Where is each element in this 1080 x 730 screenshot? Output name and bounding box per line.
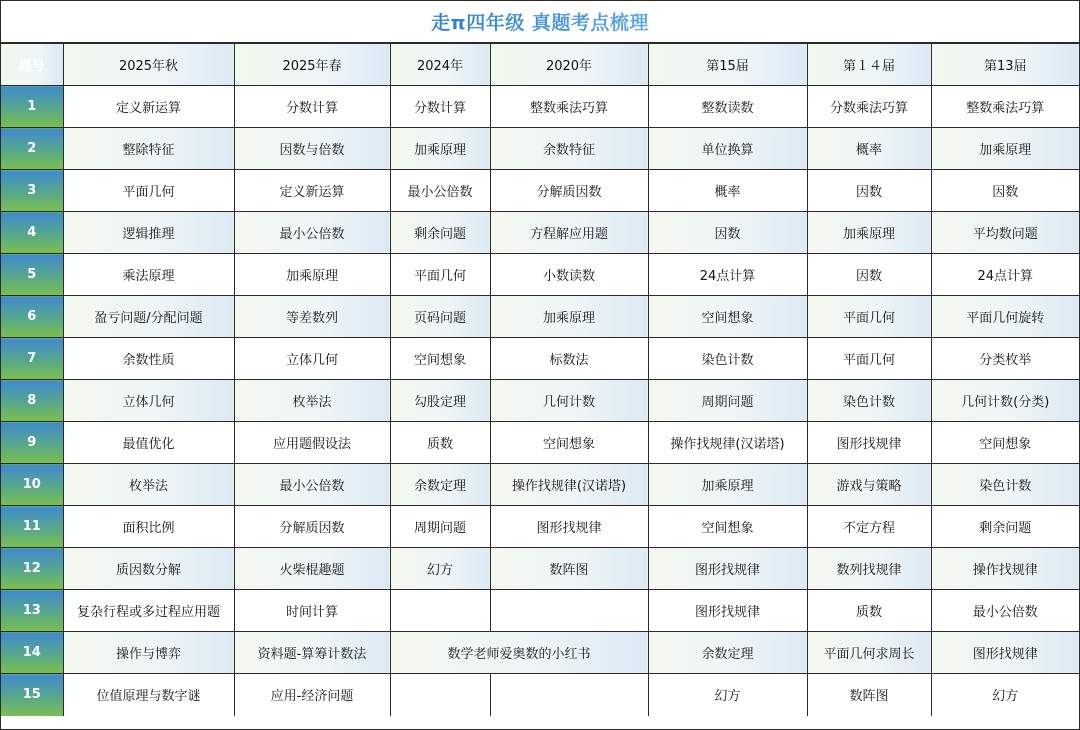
table-cell: 平面几何旋转 [931, 296, 1079, 338]
table-cell: 染色计数 [931, 464, 1079, 506]
table-cell: 定义新运算 [234, 170, 390, 212]
table-cell: 勾股定理 [390, 380, 490, 422]
table-cell: 时间计算 [234, 590, 390, 632]
table-cell: 加乘原理 [234, 254, 390, 296]
header-cell: 2024年 [390, 44, 490, 86]
table-cell: 空间想象 [390, 338, 490, 380]
exam-topics-table [1, 43, 1079, 716]
table-cell: 平面几何求周长 [807, 632, 931, 674]
table-cell: 质因数分解 [63, 548, 234, 590]
table-cell: 等差数列 [234, 296, 390, 338]
header-cell: 2025年春 [234, 44, 390, 86]
table-cell: 几何计数 [490, 380, 648, 422]
table-row [1, 170, 1079, 212]
row-number: 15 [1, 674, 63, 716]
table-cell: 因数 [807, 254, 931, 296]
table-cell: 因数与倍数 [234, 128, 390, 170]
table-cell: 枚举法 [63, 464, 234, 506]
table-row [1, 338, 1079, 380]
table-cell: 加乘原理 [648, 464, 807, 506]
table-cell: 操作与博弈 [63, 632, 234, 674]
row-number: 14 [1, 632, 63, 674]
table-cell: 分类枚举 [931, 338, 1079, 380]
table-cell: 幻方 [390, 548, 490, 590]
table-cell: 枚举法 [234, 380, 390, 422]
table-cell [390, 674, 490, 716]
table-cell: 因数 [931, 170, 1079, 212]
row-number: 10 [1, 464, 63, 506]
table-cell: 立体几何 [234, 338, 390, 380]
table-row [1, 590, 1079, 632]
page-title-text: 走π四年级 真题考点梳理 [431, 8, 649, 35]
table-cell: 分数乘法巧算 [807, 86, 931, 128]
table-cell: 空间想象 [931, 422, 1079, 464]
row-number: 11 [1, 506, 63, 548]
table-row [1, 296, 1079, 338]
table-cell: 周期问题 [648, 380, 807, 422]
table-row [1, 254, 1079, 296]
table-cell: 复杂行程或多过程应用题 [63, 590, 234, 632]
row-number: 9 [1, 422, 63, 464]
table-row [1, 464, 1079, 506]
table-cell [490, 590, 648, 632]
table-cell: 图形找规律 [648, 548, 807, 590]
table-cell: 分数计算 [234, 86, 390, 128]
table-cell: 因数 [648, 212, 807, 254]
table-cell: 加乘原理 [390, 128, 490, 170]
table-cell: 幻方 [648, 674, 807, 716]
header-cell: 2020年 [490, 44, 648, 86]
header-cell: 2025年秋 [63, 44, 234, 86]
table-cell: 分数计算 [390, 86, 490, 128]
table-cell: 数列找规律 [807, 548, 931, 590]
table-cell: 图形找规律 [931, 632, 1079, 674]
table-cell: 最小公倍数 [390, 170, 490, 212]
table-cell: 分解质因数 [490, 170, 648, 212]
table-cell: 平均数问题 [931, 212, 1079, 254]
header-cell: 第15届 [648, 44, 807, 86]
page-title [1, 1, 1079, 43]
row-number: 7 [1, 338, 63, 380]
table-cell: 剩余问题 [390, 212, 490, 254]
table-cell: 加乘原理 [931, 128, 1079, 170]
table-cell: 资料题-算筹计数法 [234, 632, 390, 674]
table-cell: 数阵图 [807, 674, 931, 716]
table-cell: 24点计算 [648, 254, 807, 296]
table-row [1, 422, 1079, 464]
table-cell: 乘法原理 [63, 254, 234, 296]
row-number: 5 [1, 254, 63, 296]
table-cell: 因数 [807, 170, 931, 212]
table-cell: 图形找规律 [807, 422, 931, 464]
table-cell: 数阵图 [490, 548, 648, 590]
table-cell: 整数读数 [648, 86, 807, 128]
table-cell: 空间想象 [648, 296, 807, 338]
table-cell: 图形找规律 [648, 590, 807, 632]
table-cell: 页码问题 [390, 296, 490, 338]
table-cell: 方程解应用题 [490, 212, 648, 254]
table-cell: 染色计数 [648, 338, 807, 380]
table-cell: 数学老师爱奥数的小红书 [390, 632, 648, 674]
table-cell: 24点计算 [931, 254, 1079, 296]
table-cell: 应用-经济问题 [234, 674, 390, 716]
row-number: 4 [1, 212, 63, 254]
table-cell: 最小公倍数 [234, 464, 390, 506]
table-cell: 整数乘法巧算 [490, 86, 648, 128]
table-cell: 加乘原理 [490, 296, 648, 338]
table-cell: 几何计数(分类) [931, 380, 1079, 422]
table-cell: 平面几何 [807, 338, 931, 380]
table-cell: 质数 [807, 590, 931, 632]
table-cell: 最小公倍数 [234, 212, 390, 254]
table-cell: 空间想象 [490, 422, 648, 464]
table-cell: 小数读数 [490, 254, 648, 296]
table-cell: 位值原理与数字谜 [63, 674, 234, 716]
table-cell: 面积比例 [63, 506, 234, 548]
table-cell: 整数乘法巧算 [931, 86, 1079, 128]
table-cell: 操作找规律(汉诺塔) [490, 464, 648, 506]
table-cell: 加乘原理 [807, 212, 931, 254]
table-row [1, 674, 1079, 716]
table-cell: 最值优化 [63, 422, 234, 464]
header-cell: 第13届 [931, 44, 1079, 86]
row-number: 13 [1, 590, 63, 632]
table-cell: 分解质因数 [234, 506, 390, 548]
table-cell: 图形找规律 [490, 506, 648, 548]
table-cell: 平面几何 [63, 170, 234, 212]
row-number: 12 [1, 548, 63, 590]
table-row [1, 212, 1079, 254]
table-cell: 单位换算 [648, 128, 807, 170]
table-cell: 盈亏问题/分配问题 [63, 296, 234, 338]
table-cell: 操作找规律 [931, 548, 1079, 590]
table-cell: 余数性质 [63, 338, 234, 380]
row-number: 2 [1, 128, 63, 170]
header-cell: 第１４届 [807, 44, 931, 86]
table-cell [390, 590, 490, 632]
table-cell: 整除特征 [63, 128, 234, 170]
row-number: 3 [1, 170, 63, 212]
table-row [1, 506, 1079, 548]
table-cell: 逻辑推理 [63, 212, 234, 254]
table-header-row [1, 44, 1079, 86]
table-cell: 剩余问题 [931, 506, 1079, 548]
table-cell: 空间想象 [648, 506, 807, 548]
table-cell: 概率 [648, 170, 807, 212]
table-cell: 概率 [807, 128, 931, 170]
table-cell: 立体几何 [63, 380, 234, 422]
row-number: 8 [1, 380, 63, 422]
table-cell: 周期问题 [390, 506, 490, 548]
table-row [1, 548, 1079, 590]
table-cell: 应用题假设法 [234, 422, 390, 464]
table-cell: 余数定理 [390, 464, 490, 506]
table-cell: 标数法 [490, 338, 648, 380]
table-cell: 操作找规律(汉诺塔) [648, 422, 807, 464]
header-cell: 题号 [1, 44, 63, 86]
table-row [1, 128, 1079, 170]
table-cell: 火柴棍趣题 [234, 548, 390, 590]
table-cell: 平面几何 [807, 296, 931, 338]
table-cell: 余数特征 [490, 128, 648, 170]
table-cell: 余数定理 [648, 632, 807, 674]
table-cell: 幻方 [931, 674, 1079, 716]
table-cell: 游戏与策略 [807, 464, 931, 506]
table-cell: 定义新运算 [63, 86, 234, 128]
table-row [1, 86, 1079, 128]
row-number: 1 [1, 86, 63, 128]
table-cell [490, 674, 648, 716]
table-cell: 质数 [390, 422, 490, 464]
table-row [1, 380, 1079, 422]
table-cell: 平面几何 [390, 254, 490, 296]
table-cell: 不定方程 [807, 506, 931, 548]
row-number: 6 [1, 296, 63, 338]
table-row [1, 632, 1079, 674]
table-cell: 染色计数 [807, 380, 931, 422]
table-cell: 最小公倍数 [931, 590, 1079, 632]
